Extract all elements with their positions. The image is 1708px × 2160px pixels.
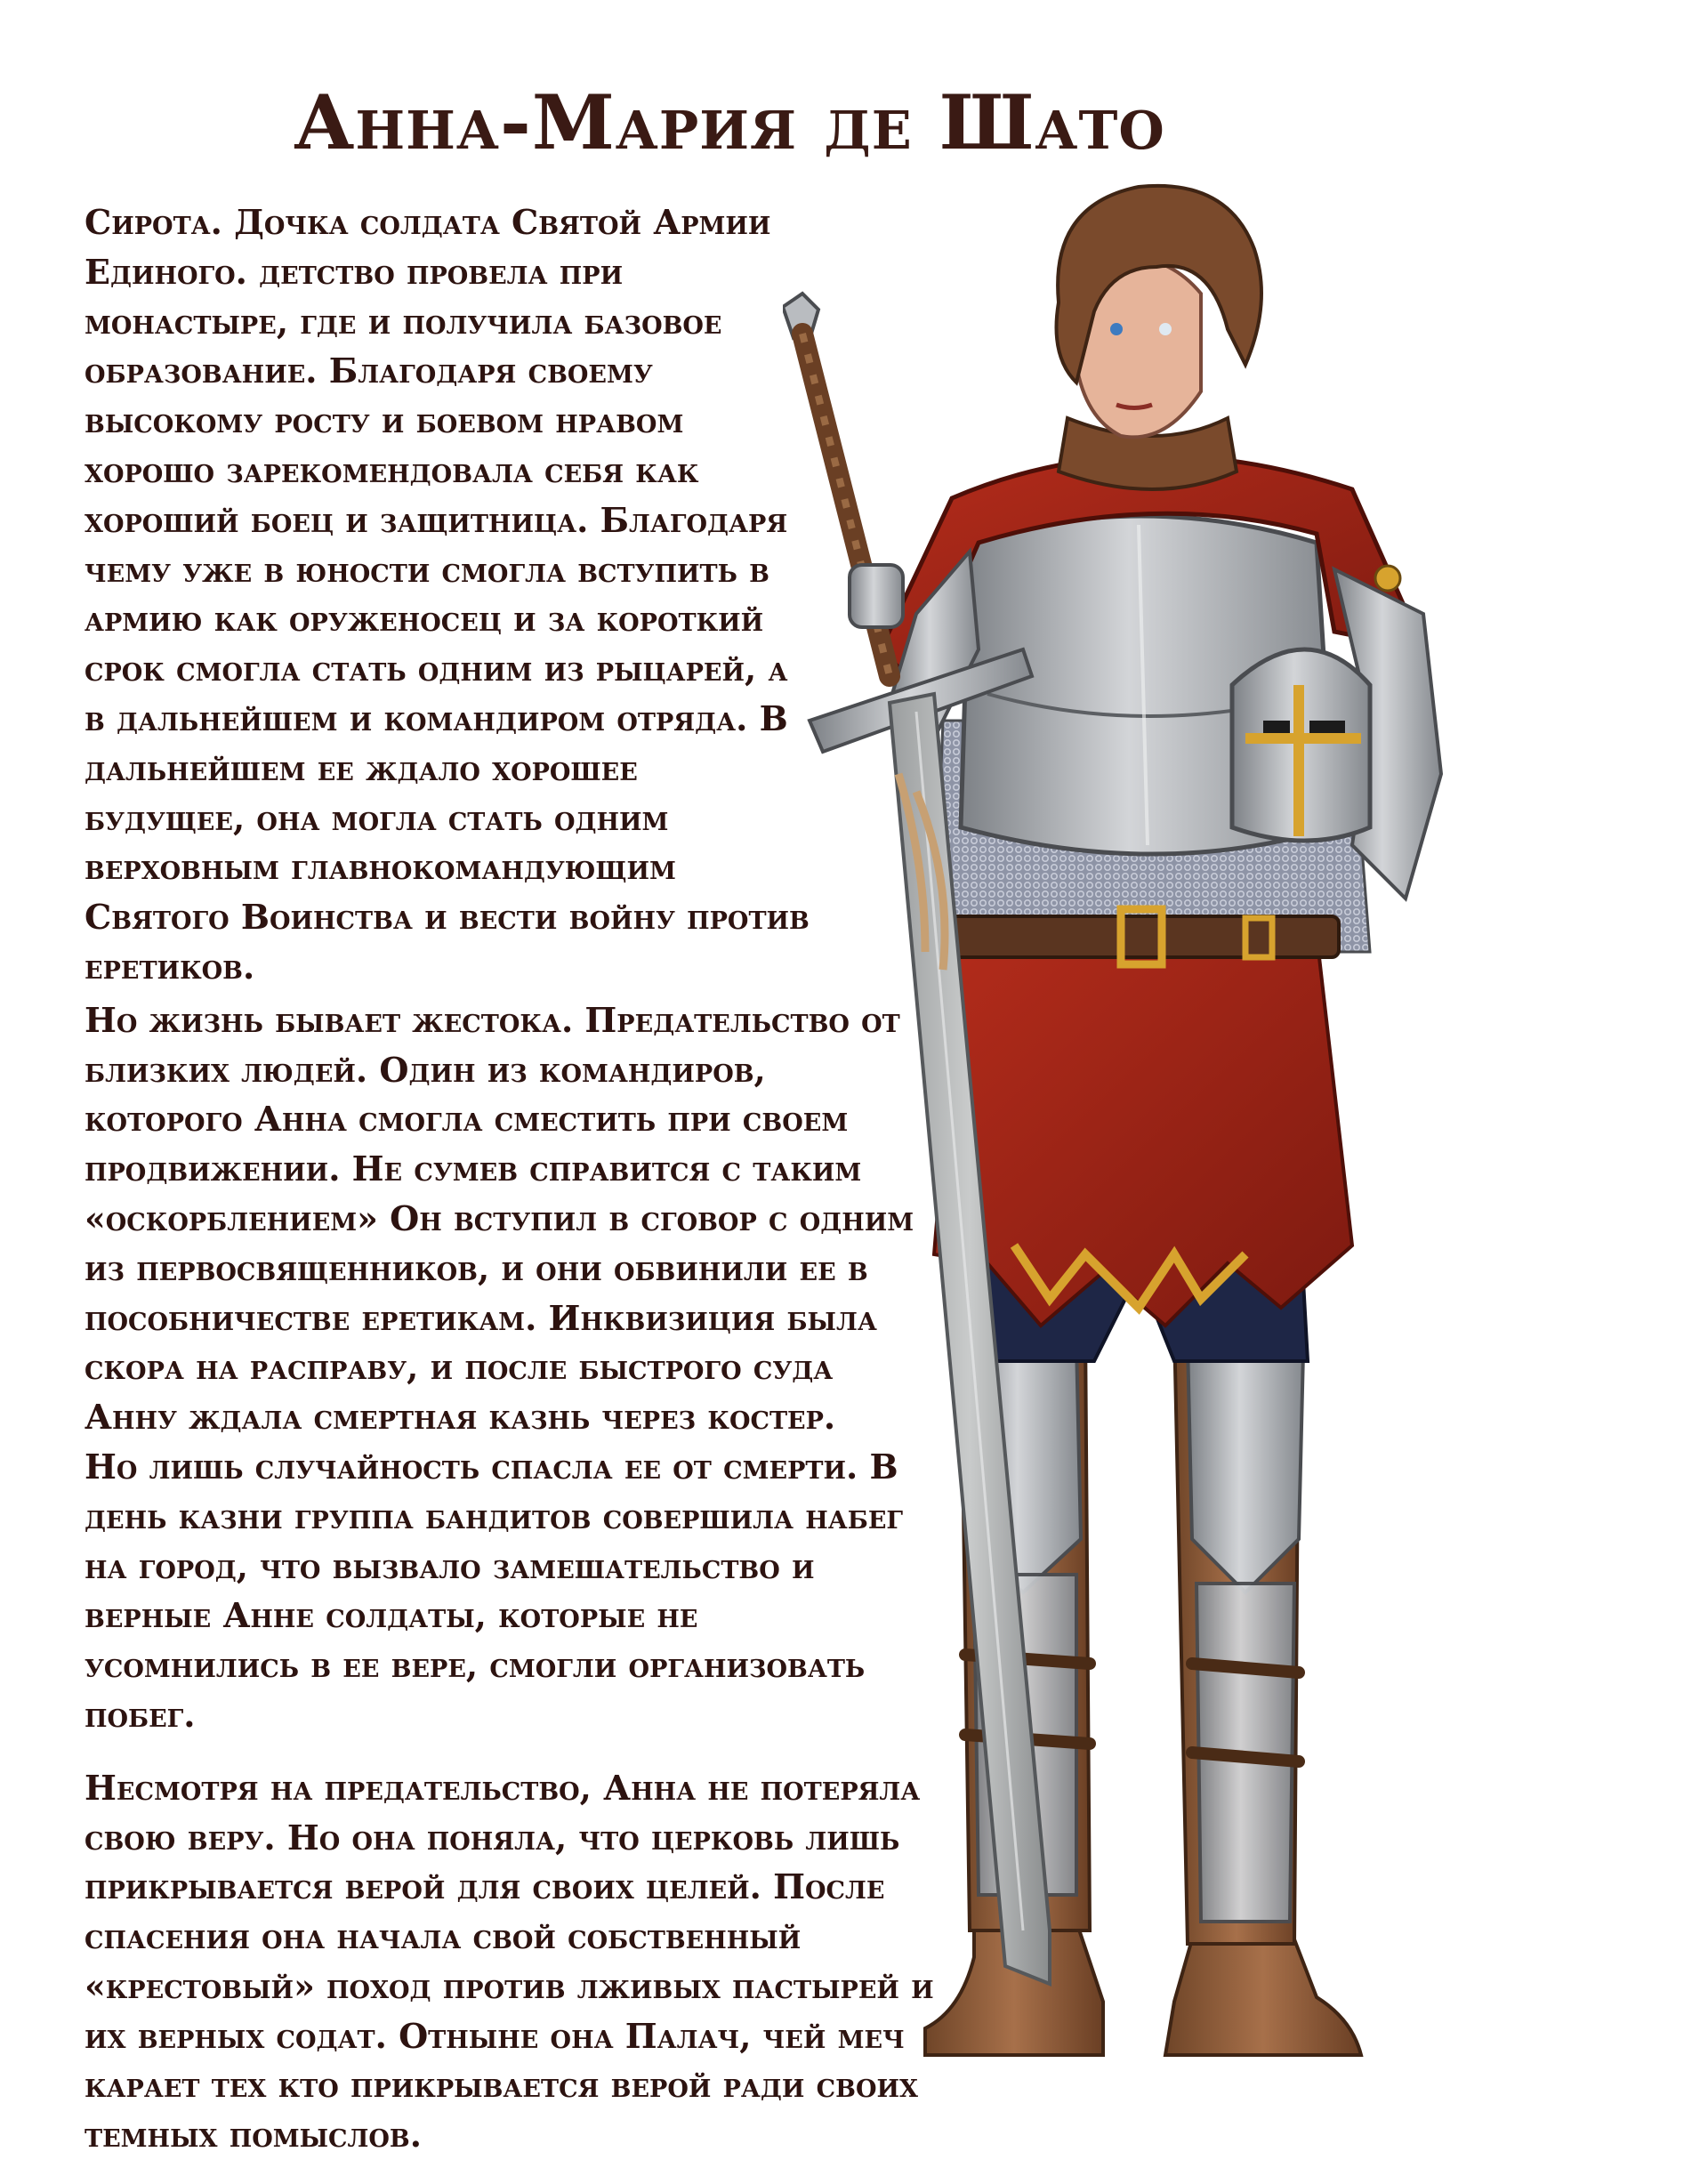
text-line: темных помыслов. [85,2115,422,2156]
text-line: верные Анне солдаты, которые не [85,1595,698,1636]
text-line: будущее, она могла стать одним [85,797,669,838]
text-line: дальнейшем ее ждало хорошее [85,747,638,788]
text-line: Святого Воинства и вести войну против [85,897,810,938]
text-line: высокому росту и боевом нравом [85,400,684,441]
text-line: Сирота. Дочка солдата Святой Армии [85,202,771,242]
text-line: Несмотря на предательство, Анна не потеряла [85,1767,921,1808]
text-line: день казни группа бандитов совершила набег [85,1495,904,1536]
text-line: на город, что вызвало замешательство и [85,1545,815,1586]
text-line: Но лишь случайность спасла ее от смерти. В [85,1446,898,1487]
knight-illustration [783,151,1672,2135]
text-line: близких людей. Один из командиров, [85,1049,766,1090]
text-line: карает тех кто прикрывается верой ради своих [85,2065,918,2106]
text-line: Но жизнь бывает жестока. Предательство от [85,999,900,1040]
text-line: срок смогла стать одним из рыцарей, а [85,649,788,689]
text-line: еретиков. [85,946,255,987]
right-boot-icon [1165,1939,1361,2055]
text-line: в дальнейшем и командиром отряда. В [85,697,788,738]
text-line: Анну ждала смертная казнь через костер. [85,1397,836,1438]
text-line: свою веру. Но она поняла, что церковь лишь [85,1817,900,1858]
text-line: которого Анна смогла сместить при своем [85,1099,849,1140]
text-line: хороший боец и защитница. Благодаря [85,499,788,540]
text-line: продвижении. Не сумев справится с таким [85,1149,862,1189]
text-line: их верных содат. Отныне она Палач, чей меч [85,2015,905,2056]
text-line: пособничестве еретикам. Инквизиция была [85,1297,877,1338]
text-line: побег. [85,1694,196,1735]
text-line: монастыре, где и получила базовое [85,301,722,342]
page-title: Анна-Мария де Шато [294,78,1165,166]
knight-head [1057,186,1262,438]
text-line: образование. Благодаря своему [85,351,653,391]
text-line: верховным главнокомандующим [85,847,676,888]
text-line: скора на расправу, и после быстрого суда [85,1347,834,1388]
text-line: прикрывается верой для своих целей. После [85,1866,885,1907]
text-line: усомнились в ее вере, смогли организовать [85,1645,866,1686]
red-tunic [934,934,1352,1326]
belt [947,916,1339,957]
text-line: чему уже в юности смогла вступить в [85,549,769,590]
text-line: хорошо зарекомендовала себя как [85,449,699,490]
text-line: Единого. детство провела при [85,251,624,292]
helmet-icon [1232,649,1370,841]
text-line: спасения она начала свой собственный [85,1916,802,1957]
text-line: «оскорблением» Он вступил в сговор с одним [85,1197,914,1238]
text-line: из первосвященников, и они обвинили ее в [85,1247,868,1288]
text-line: «крестовый» поход против лживых пастырей и [85,1965,934,2006]
text-line: армию как оруженосец и за короткий [85,599,764,640]
